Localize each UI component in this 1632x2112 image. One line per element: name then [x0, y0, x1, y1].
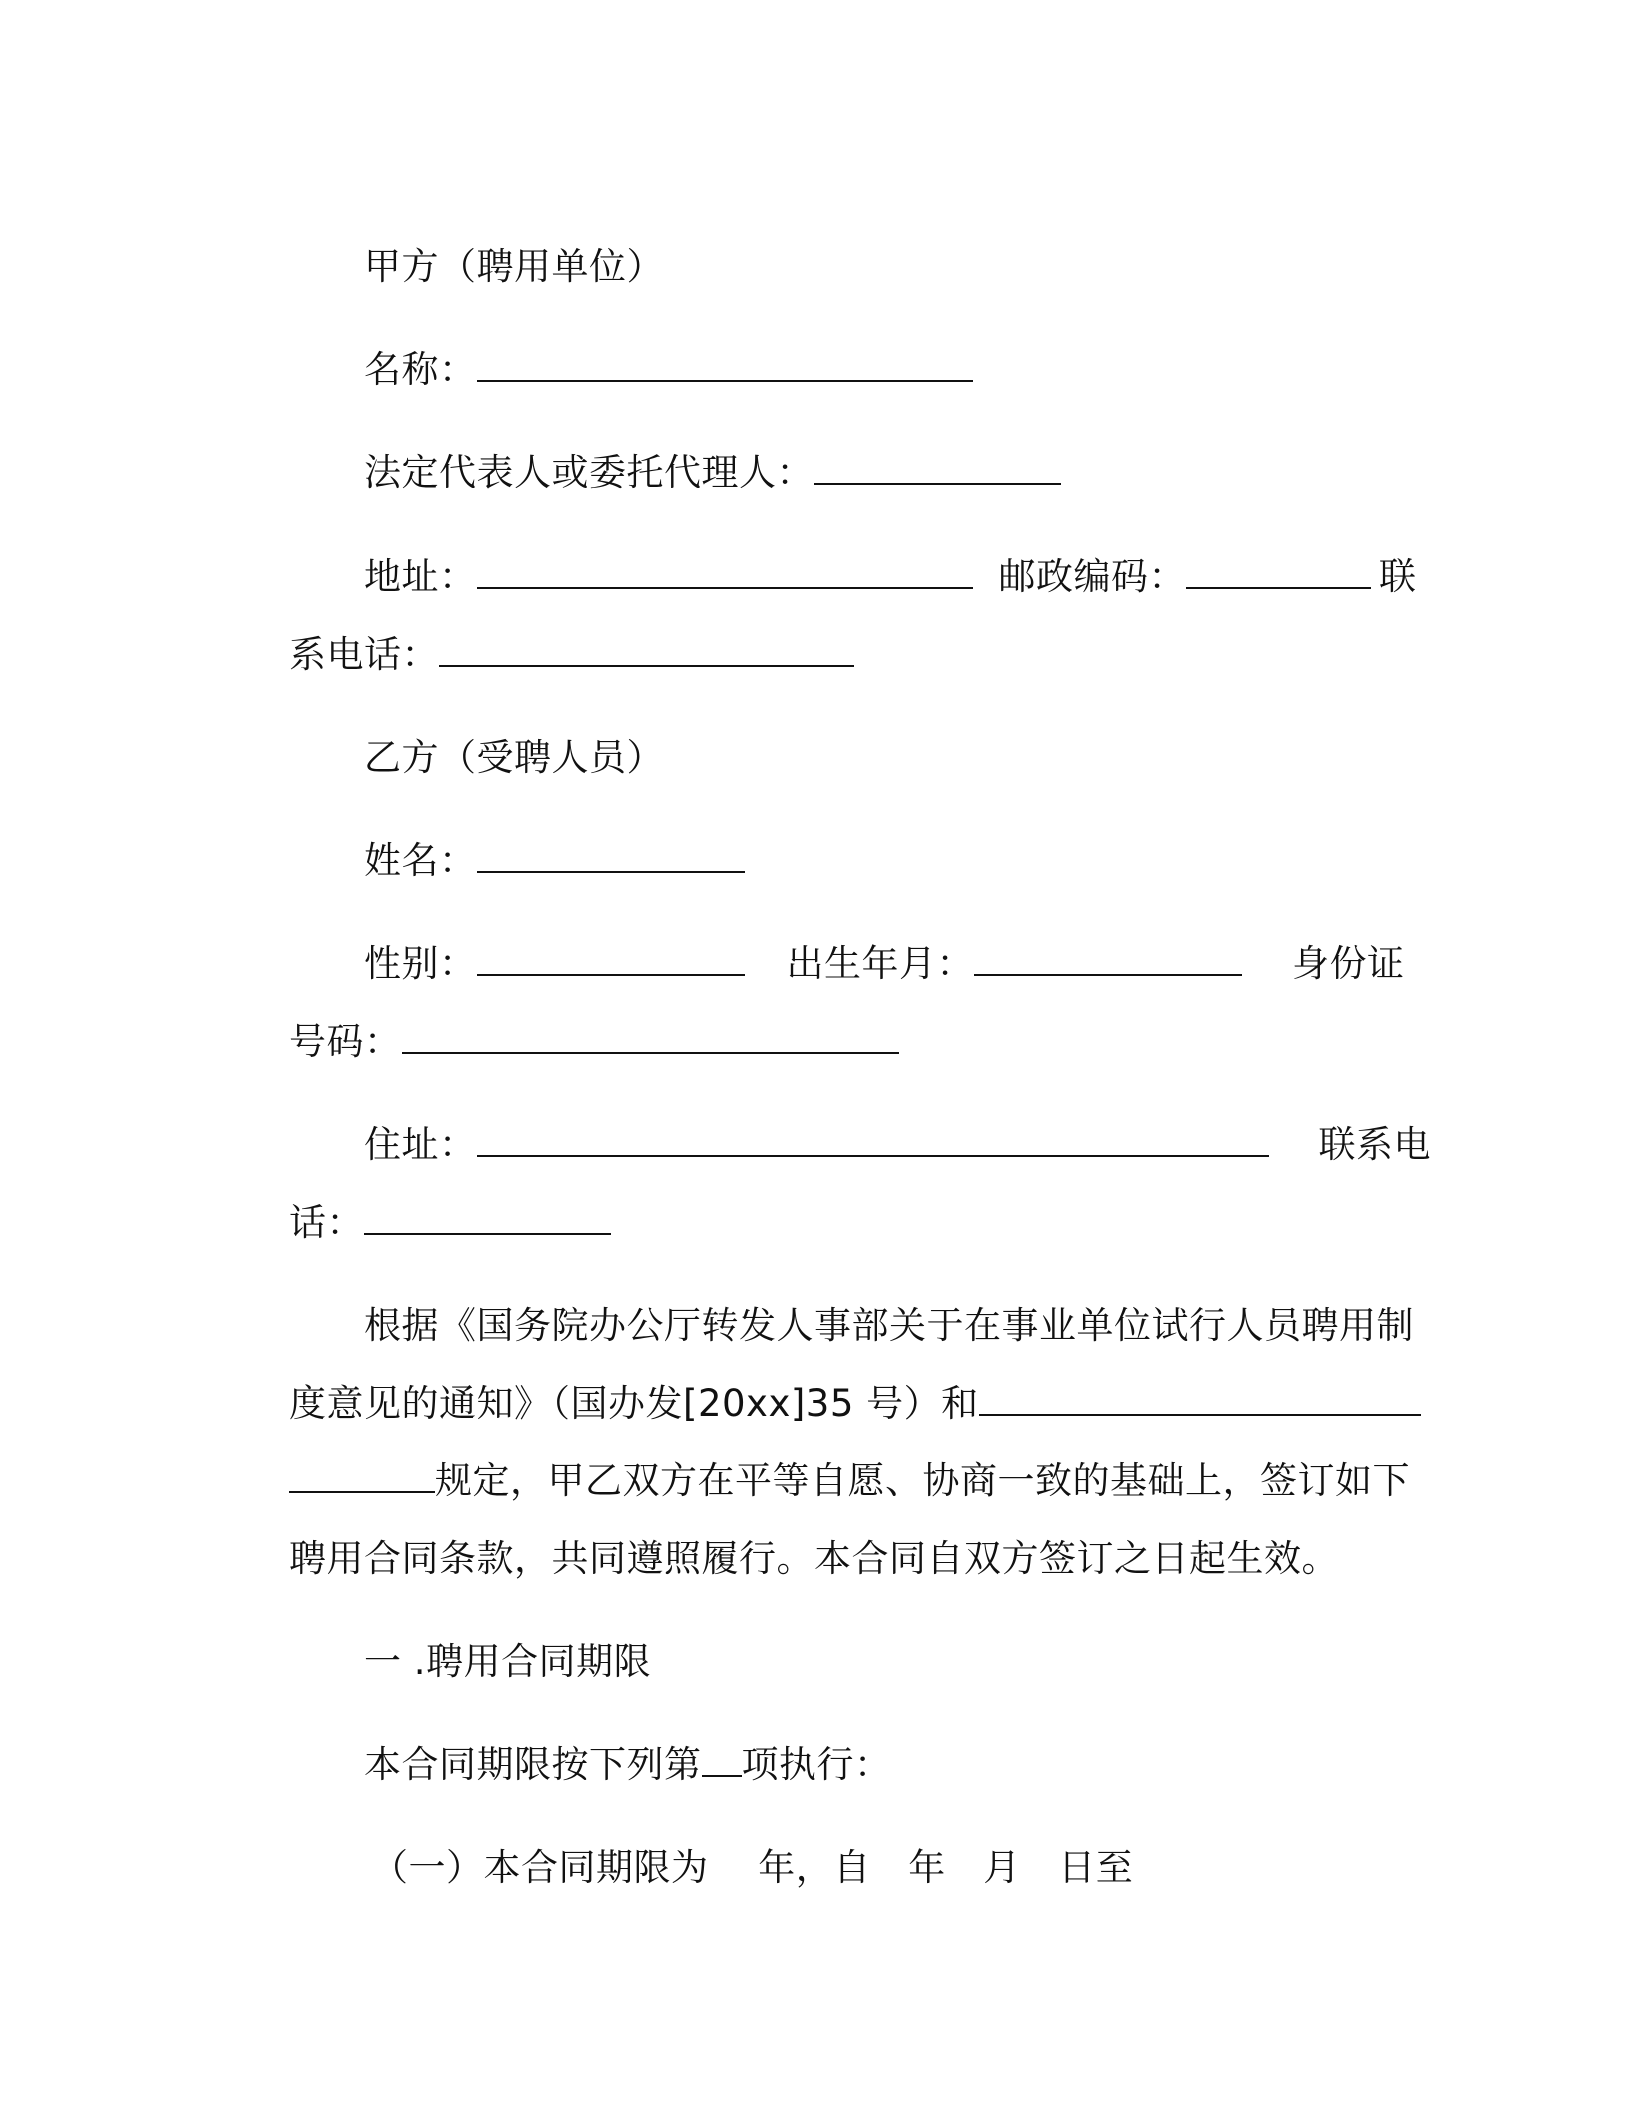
party-b-heading-text: 乙方（受聘人员） [364, 736, 665, 779]
preamble-text-3: 规定，甲乙双方在平等自愿、协商一致的基础上，签订如下 [435, 1459, 1411, 1502]
party-b-id-label: 号码： [289, 1020, 402, 1063]
section-1-intro-text-b: 项执行： [741, 1743, 892, 1786]
preamble-text-1: 根据《国务院办公厅转发人事部关于在事业单位试行人员聘用制 [364, 1304, 1415, 1347]
party-b-birth-label: 出生年月： [786, 942, 975, 985]
party-a-name-label: 名称： [364, 348, 477, 391]
party-b-residence-label: 住址： [364, 1123, 477, 1166]
section-1-clause-1-text: （一）本合同期限为 年，自 年 月 日至 [371, 1846, 1134, 1889]
preamble-text-4: 聘用合同条款，共同遵照履行。本合同自双方签订之日起生效。 [289, 1537, 1340, 1580]
party-b-id-label-start: 身份证 [1292, 942, 1405, 985]
party-b-birth-field[interactable] [974, 940, 1242, 976]
party-a-phone-label: 系电话： [289, 633, 440, 676]
section-1-clause-1 [322, 1793, 1133, 1943]
party-a-representative-label: 法定代表人或委托代理人： [364, 451, 815, 494]
party-a-heading-text: 甲方（聘用单位） [364, 245, 665, 288]
party-b-phone-label: 话： [289, 1201, 365, 1244]
party-a-phone-field[interactable] [439, 631, 854, 667]
section-1-intro-text-a: 本合同期限按下列第 [364, 1743, 702, 1786]
party-b-name-label: 姓名： [364, 839, 477, 882]
section-1-item-field[interactable] [702, 1741, 742, 1777]
party-b-phone-label-start: 联系电 [1318, 1123, 1432, 1166]
party-a-representative-field[interactable] [814, 449, 1061, 485]
party-b-gender-label: 性别： [364, 942, 477, 985]
party-a-address-label: 地址： [364, 555, 477, 598]
party-a-postcode-field[interactable] [1186, 553, 1371, 589]
party-a-phone-label-start: 联 [1379, 555, 1417, 598]
party-b-name-field[interactable] [477, 837, 745, 873]
section-1-heading-text: 一 .聘用合同期限 [364, 1640, 652, 1683]
party-b-phone-field[interactable] [364, 1199, 611, 1235]
preamble-text-2: 度意见的通知》（国办发[20xx]35 号）和 [289, 1382, 979, 1425]
party-a-name-field[interactable] [477, 346, 973, 382]
party-a-postcode-label: 邮政编码： [998, 555, 1187, 598]
party-b-id-field[interactable] [402, 1018, 899, 1054]
